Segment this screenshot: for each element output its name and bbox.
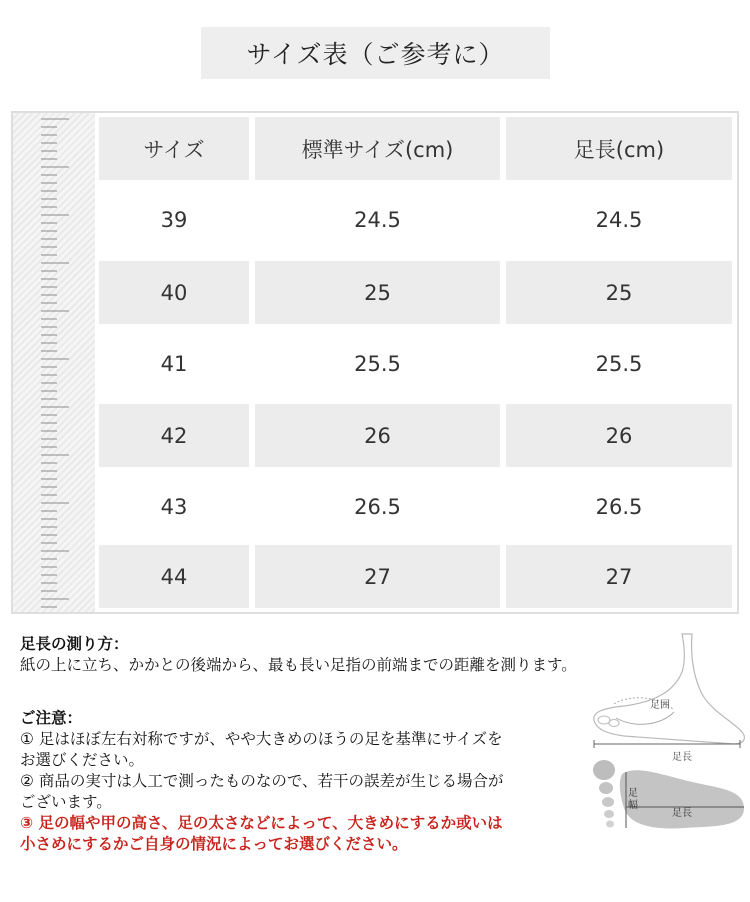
width-label: 足幅 (628, 788, 638, 811)
measure-section (20, 634, 640, 676)
length-label-side: 足長 (672, 752, 692, 763)
size-table (11, 111, 739, 614)
foot-side-icon (594, 634, 745, 744)
note-item-important: ③ 足の幅や甲の高さ、足の太さなどによって、大きめにするか或いは (20, 814, 503, 832)
note-item: ② 商品の実寸は人工で測ったものなので、若干の誤差が生じる場合が (20, 772, 504, 790)
notes-section (20, 708, 620, 855)
girth-label: 足囲 (650, 700, 670, 711)
table-cell: 42 (99, 404, 249, 467)
table-cell: 27 (506, 545, 732, 608)
length-label-bottom: 足長 (672, 808, 692, 819)
measuring-ruler-decoration (13, 113, 95, 612)
note-item: ① 足はほぼ左右対称ですが、やや大きめのほうの足を基準にサイズを (20, 730, 503, 748)
table-cell: 26 (506, 404, 732, 467)
table-cell: 24.5 (595, 207, 643, 232)
measure-heading: 足長の測り方： (20, 635, 129, 653)
note-item: ございます。 (20, 793, 112, 811)
table-cell: 25.5 (595, 351, 643, 376)
table-cell: 24.5 (354, 207, 401, 232)
table-cell: 44 (99, 545, 249, 608)
footprint-icon (620, 770, 744, 828)
table-cell: 26.5 (354, 494, 401, 519)
notes-heading: ご注意： (20, 709, 83, 727)
table-cell: 27 (255, 545, 500, 608)
page-title: サイズ表（ご参考に） (201, 27, 550, 79)
table-cell: 25 (255, 261, 500, 324)
table-cell: 26 (255, 404, 500, 467)
table-cell: 43 (160, 494, 188, 519)
table-cell: 41 (160, 351, 188, 376)
header-foot-length: 足長(cm) (506, 117, 732, 180)
header-standard-size: 標準サイズ(cm) (255, 117, 500, 180)
table-cell: 25.5 (354, 351, 401, 376)
measure-text: 紙の上に立ち、かかとの後端から、最も長い足指の前端までの距離を測ります。 (20, 656, 577, 674)
toe-print-icon (593, 760, 615, 780)
foot-measure-illustration (584, 632, 750, 832)
note-item-important: 小さめにするかご自身の情況によってお選びください。 (20, 835, 408, 853)
table-cell: 26.5 (595, 494, 643, 519)
header-size: サイズ (99, 117, 249, 180)
table-cell: 39 (160, 207, 188, 232)
note-item: お選びください。 (20, 751, 145, 769)
table-cell: 25 (506, 261, 732, 324)
ruler-ticks (13, 113, 95, 612)
table-cell: 40 (99, 261, 249, 324)
